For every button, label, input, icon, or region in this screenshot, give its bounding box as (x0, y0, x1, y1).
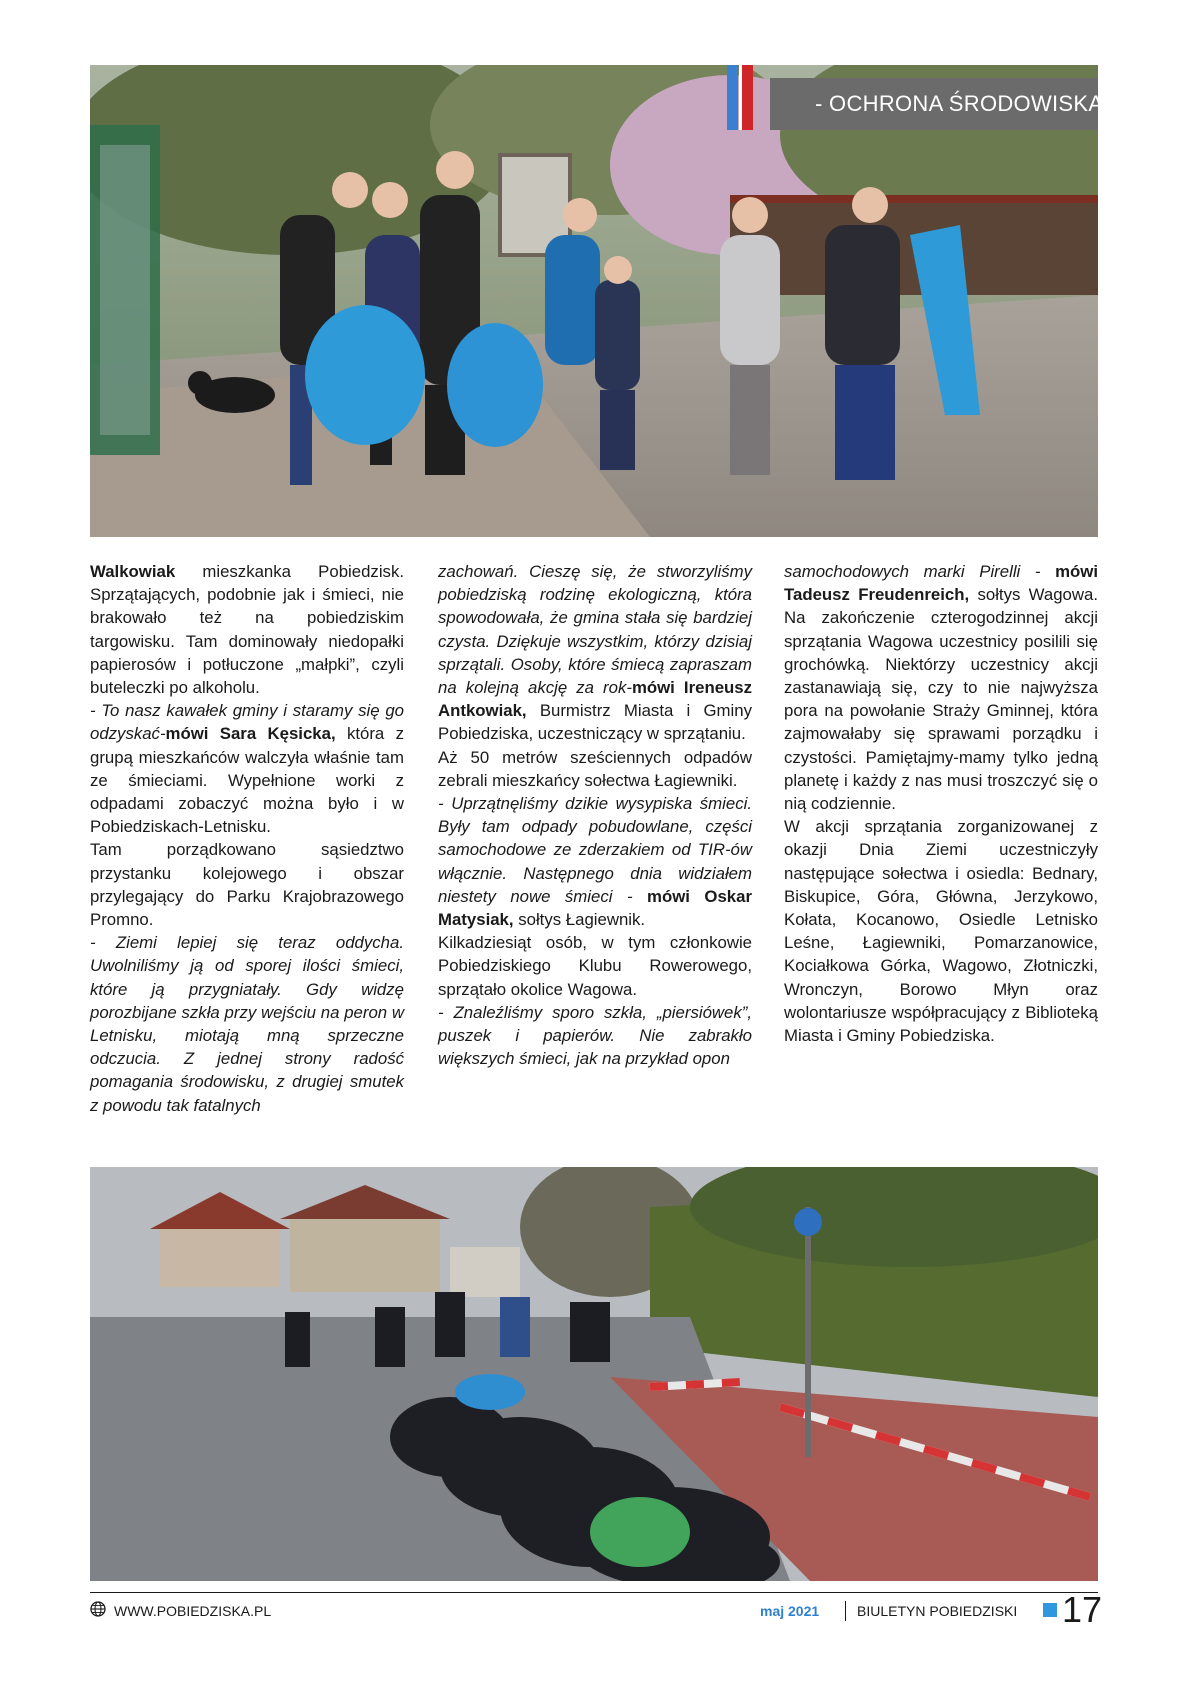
body-text: sołtys Wagowa. Na zakończenie czterogodzinnej akcji sprzątania Wagowa uczestnicy posilili się grochówką. Niektórzy uczestnicy akcji zastanawiają się, czy to nie najwyższa pora na powołanie Straży Gminnej, która zajmowałaby się sprawami porządku i czystości. Pamiętajmy-mamy tylko jedną planetę i każdy z nas musi troszczyć się o nią codziennie. (784, 585, 1098, 814)
quote-text: - Uprzątnęliśmy dzikie wysypiska śmieci. Były tam odpady pobudowlane, części samochodowe ze zderzakiem od TIR-ów włącznie. Następnego dnia widziałem niestety nowe śmieci - (438, 794, 752, 906)
article-paragraph (784, 815, 1098, 1047)
section-label: - OCHRONA ŚRODOWISKA (815, 91, 1104, 116)
accent-bar-red (742, 65, 753, 130)
article-column-3 (784, 560, 1098, 1047)
quote-text: - Znaleźliśmy sporo szkła, „piersiówek”, puszek i papierów. Nie zabrakło większych śmieci, jak na przykład opon (438, 1002, 752, 1069)
speaker-name: Walkowiak (90, 562, 176, 581)
quote-text: - Ziemi lepiej się teraz oddycha. Uwolniliśmy ją od sporej ilości śmieci, które ją przygniatały. Gdy widzę porozbijane szkła przy wejściu na peron w Letnisku, miotają mną sprzeczne odczucia. Z jednej strony radość pomagania środowisku, z drugiej smutek z powodu tak fatalnych (90, 933, 404, 1115)
body-text: Aż 50 metrów sześciennych odpadów zebrali mieszkańcy sołectwa Łagiewniki. (438, 747, 752, 790)
article-paragraph (438, 792, 752, 931)
body-text: W akcji sprzątania zorganizowanej z okazji Dnia Ziemi uczestniczyły następujące sołectwa i osiedla: Bednary, Biskupice, Góra, Główna, Jerzykowo, Kołata, Kocanowo, Osiedle Letnisko Leśne, Łagiewniki, Pomarzanowice, Kociałkowa Górka, Wagowo, Złotniczki, Wronczyn, Borowo Młyn oraz wolontariusze współpracujący z Biblioteką Miasta i Gminy Pobiedziska. (784, 817, 1098, 1046)
footer-rule (90, 1592, 1098, 1593)
body-text: Burmistrz Miasta i Gminy Pobiedziska, uczestniczący w sprzątaniu. (438, 701, 752, 744)
article-paragraph (90, 699, 404, 838)
footer-separator (845, 1601, 846, 1621)
photo-volunteers-with-bags (90, 65, 1098, 537)
quote-text: - To nasz kawałek gminy i staramy się go odzyskać- (90, 701, 404, 744)
footer-publication: BIULETYN POBIEDZISKI (857, 1603, 1018, 1619)
quote-text: samochodowych marki Pirelli - (784, 562, 1056, 581)
body-text: sołtys Łagiewnik. (513, 910, 646, 930)
body-text: która z grupą mieszkańców walczyła właśnie tam ze śmieciami. Wypełnione worki z odpadami zobaczyć można było i w Pobiedziskach-Letnisku. (90, 724, 404, 837)
footer-website-text: WWW.POBIEDZISKA.PL (114, 1603, 272, 1619)
speaker-name: mówi Oskar Matysiak, (438, 886, 752, 930)
article-column-1 (90, 560, 404, 1117)
body-text: mieszkanka Pobiedzisk. Sprzątających, podobnie jak i śmieci, nie brakowało też na pobiedziskim targowisku. Tam dominowały niedopałki papierosów i potłuczone „małpki”, czyli buteleczki po alkoholu. (90, 562, 404, 698)
body-text: Kilkadziesiąt osób, w tym członkowie Pobiedziskiego Klubu Rowerowego, sprzątało okolice Wagowa. (438, 933, 752, 999)
article-paragraph (438, 560, 752, 746)
accent-bar-blue (727, 65, 738, 130)
article-paragraph (784, 560, 1098, 815)
speaker-name: mówi Ireneusz Antkowiak, (438, 678, 752, 721)
footer-date: maj 2021 (760, 1603, 820, 1619)
globe-icon (90, 1600, 106, 1624)
article-paragraph (438, 931, 752, 1001)
article-paragraph (90, 560, 404, 699)
quote-text: zachowań. Cieszę się, że stworzyliśmy pobiedziską rodzinę ekologiczną, która spowodowała, że gmina stała się bardziej czysta. Dziękuje wszystkim, którzy dzisiaj sprzątali. Osoby, które śmiecą zapraszam na kolejną akcję za rok- (438, 562, 752, 698)
speaker-name: mówi Tadeusz Freudenreich, (784, 562, 1098, 605)
article-paragraph (90, 931, 404, 1117)
body-text: Tam porządkowano sąsiedztwo przystanku kolejowego i obszar przylegający do Parku Krajobrazowego Promno. (90, 840, 404, 930)
article-paragraph (438, 1001, 752, 1071)
footer-website[interactable] (90, 1599, 271, 1623)
article-paragraph (438, 746, 752, 792)
footer-square-marker (1043, 1603, 1057, 1617)
page-number: 17 (1062, 1589, 1103, 1630)
speaker-name: mówi Sara Kęsicka, (165, 724, 336, 744)
article-column-2 (438, 560, 752, 1070)
photo-collected-trash (90, 1167, 1098, 1581)
article-paragraph (90, 838, 404, 931)
